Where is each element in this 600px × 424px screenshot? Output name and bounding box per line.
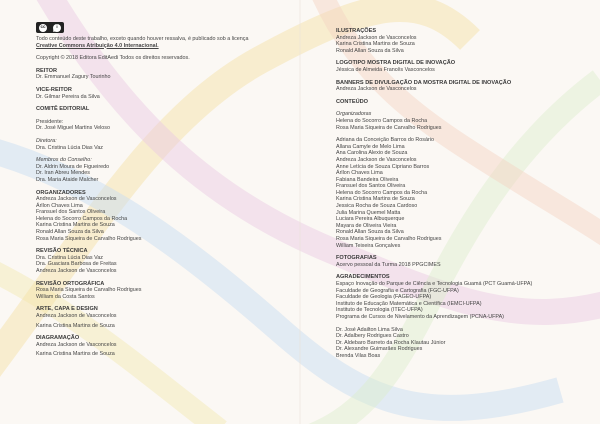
license-text: Todo conteúdo deste trabalho, exceto quando houver ressalva, é publicado sob a licença [36, 36, 249, 42]
membros-label: Membros do Conselho: [36, 157, 92, 164]
agradecimento-pessoa: Dr. José Adailton Lima Silva [336, 326, 403, 333]
license-badge [36, 22, 294, 33]
agradecimento-pessoa: Dr. Adalbery Rodrigues Castro [336, 333, 409, 340]
organizador-item: Ronald Allan Souza da Silva [36, 229, 104, 236]
revisao-ortografica-heading: REVISÃO ORTOGRÁFICA [36, 280, 105, 287]
autor-item: Julia Marina Quemel Matta [336, 209, 401, 216]
ilustracoes-heading: ILUSTRAÇÕES [336, 28, 377, 34]
autor-item: Karina Cristina Martins de Souza [336, 196, 415, 203]
agradecimento-pessoa: Dr. Aldebaro Barreto da Rocha Klautau Júnior [336, 339, 446, 346]
attribution-icon: i [53, 24, 61, 32]
revisor-ortografico-item: William da Costa Santos [36, 293, 95, 300]
autor-item: Allana Camyle de Melo Lima [336, 143, 405, 150]
organizador-item: Andreza Jackson de Vasconcelos [36, 196, 117, 203]
revisor-item: Dra. Cristina Lúcia Dias Vaz [36, 254, 104, 261]
instituicao-item: Faculdade de Geologia (FAGEO-UFPA) [336, 294, 432, 301]
logotipo-heading: LOGOTIPO MOSTRA DIGITAL DE INOVAÇÃO [336, 60, 456, 67]
diretora-name: Dra. Cristina Lúcia Dias Vaz [36, 144, 104, 151]
instituicao-item: Instituto de Educação Matemática e Científica (IEMCI-UFPA) [336, 300, 482, 307]
fotografias-item: Acervo pessoal da Turma 2018 PPGCIMES [336, 261, 441, 268]
arte-item: Karina Cristina Martins de Souza [36, 322, 115, 329]
agradecimento-pessoa: Dr. Alexandre Guimarães Rodrigues [336, 346, 423, 353]
diretora-label: Diretora: [36, 137, 57, 144]
left-column [36, 22, 294, 358]
autor-item: Adriana da Conceição Barros do Rosário [336, 137, 434, 144]
organizador-item: Rosa Maria Siqueira de Carvalho Rodrigues [36, 235, 142, 242]
right-column [336, 28, 586, 360]
autor-item: Andreza Jackson de Vasconcelos [336, 156, 417, 163]
badge-by-text: BY [53, 29, 58, 33]
autor-item: Árllon Chaves Lima [336, 170, 383, 177]
diagramacao-heading: DIAGRAMAÇÃO [36, 335, 80, 342]
autor-item: Fabiana Bandeira Oliveira [336, 176, 399, 183]
conteudo-heading: CONTEÚDO [336, 98, 369, 105]
presidente-name: Dr. José Miguel Martins Veloso [36, 125, 111, 132]
reitor-heading: REITOR [36, 67, 58, 74]
agradecimento-pessoa: Brenda Vilas Boas [336, 352, 381, 359]
vice-reitor-name: Dr. Gilmar Pereira da Silva [36, 93, 100, 100]
presidente-label: Presidente: [36, 118, 64, 125]
autor-item: Helena do Socorro Campos da Rocha [336, 189, 428, 196]
membro-item: Dr. Aldrin Moura de Figueiredo [36, 163, 110, 170]
revisor-item: Andreza Jackson de Vasconcelos [36, 268, 117, 275]
organizadoras-label: Organizadoras [336, 111, 372, 118]
autor-item: Anne Letícia de Souza Cipriano Barros [336, 163, 430, 170]
instituicao-item: Programa de Cursos de Nivelamento da Aprendizagem (PCNA-UFPA) [336, 313, 504, 320]
banners-item: Andreza Jackson de Vasconcelos [336, 86, 417, 93]
vice-reitor-heading: VICE-REITOR [36, 86, 72, 93]
ilustracao-item: Andreza Jackson de Vasconcelos [336, 34, 417, 41]
autor-item: Mayara de Oliveira Vieira [336, 222, 397, 229]
arte-heading: ARTE, CAPA E DESIGN [36, 306, 98, 313]
license-link[interactable]: Creative Commons Atribuição 4.0 Internacional. [36, 42, 159, 49]
comite-heading: COMITÊ EDITORIAL [36, 106, 90, 113]
banners-heading: BANNERS DE DIVULGAÇÃO DA MOSTRA DIGITAL DE INOVAÇÃO [336, 79, 512, 86]
arte-item: Andreza Jackson de Vasconcelos [36, 313, 117, 319]
revisao-tecnica-heading: REVISÃO TÉCNICA [36, 248, 88, 255]
autor-item: Ana Carolina Alexio de Souza [336, 150, 408, 157]
revisor-ortografico-item: Rosa Maria Siqueira de Carvalho Rodrigues [36, 287, 142, 294]
ilustracao-item: Ronald Allan Souza da Silva [336, 47, 404, 54]
creative-commons-icon: cc [39, 24, 47, 32]
reitor-name: Dr. Emmanuel Zagury Tourinho [36, 74, 111, 81]
autor-item: Jessica Rocha de Souza Cardoso [336, 203, 418, 210]
agradecimentos-heading: AGRADECIMENTOS [336, 274, 390, 281]
autor-item: Ronald Allan Souza da Silva [336, 229, 404, 236]
copyright: Copyright © 2018 Editora EditAedi Todos os direitos reservados. [36, 55, 190, 62]
instituicao-item: Faculdade de Geografia e Cartografia (FGC-UFPA) [336, 287, 459, 294]
diagramacao-item: Andreza Jackson de Vasconcelos [36, 341, 117, 348]
membro-item: Dr. Iran Abreu Mendes [36, 170, 90, 177]
organizadora-item: Helena do Socorro Campos da Rocha [336, 117, 428, 124]
diagramacao-item: Karina Cristina Martins de Souza [36, 351, 115, 358]
organizadores-heading: ORGANIZADORES [36, 189, 86, 196]
autor-item: Rosa Maria Siqueira de Carvalho Rodrigues [336, 236, 442, 243]
instituicao-item: Espaço Inovação do Parque de Ciência e Tecnologia Guamá (PCT Guamá-UFPA) [336, 281, 533, 287]
autor-item: Fransuel dos Santos Oliveira [336, 183, 406, 190]
organizador-item: Karina Cristina Martins de Souza [36, 222, 115, 229]
autor-item: Luciara Pereira Albuquerque [336, 216, 405, 223]
logotipo-item: Jéssica de Almeida Francês Vasconcelos [336, 66, 435, 73]
membro-item: Dra. Maria Ataide Malcher [36, 176, 99, 183]
organizadora-item: Rosa Maria Siqueira de Carvalho Rodrigues [336, 124, 442, 131]
instituicao-item: Instituto de Tecnologia (ITEC-UFPA) [336, 307, 423, 314]
revisor-item: Dra. Guaciara Barbosa de Freitas [36, 261, 117, 268]
organizador-item: Árllon Chaves Lima [36, 202, 83, 209]
organizador-item: Helena do Socorro Campos da Rocha [36, 215, 128, 222]
ilustracao-item: Karina Cristina Martins de Souza [336, 41, 415, 48]
organizador-item: Fransuel dos Santos Oliveira [36, 209, 106, 216]
autor-item: William Teixeira Gonçalves [336, 242, 401, 249]
fotografias-heading: FOTOGRAFIAS [336, 255, 377, 262]
